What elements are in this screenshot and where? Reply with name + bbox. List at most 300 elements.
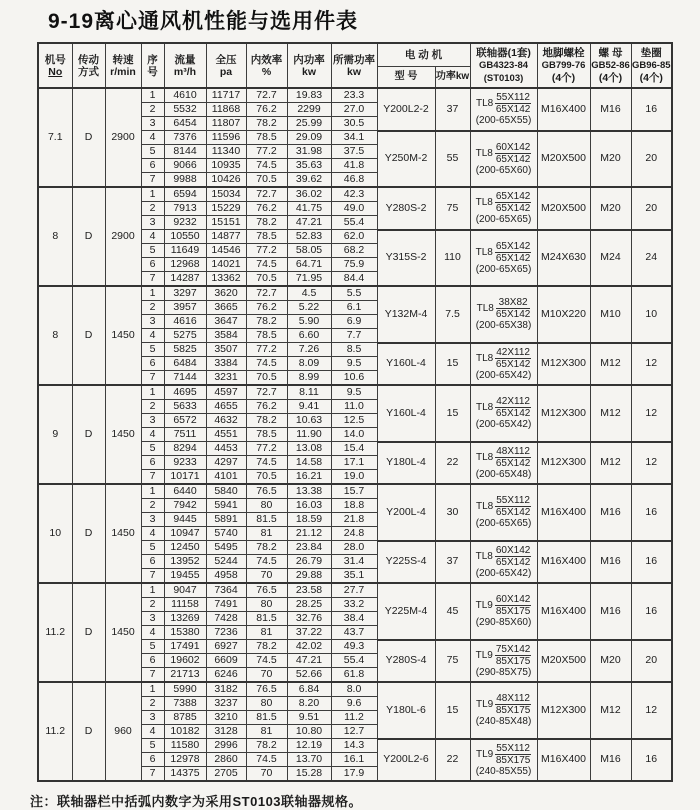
coupling-fraction-bottom: 65X142 xyxy=(495,556,531,568)
coupling-type: TL8 xyxy=(476,303,494,315)
coupling-cell xyxy=(470,88,537,131)
required-power-cell: 17.1 xyxy=(331,456,377,470)
flow-cell: 12978 xyxy=(164,753,206,767)
coupling-fraction-bottom: 65X142 xyxy=(495,309,531,321)
flow-cell: 5633 xyxy=(164,400,206,414)
inner-power-cell: 58.05 xyxy=(287,244,331,258)
inner-power-cell: 41.75 xyxy=(287,202,331,216)
fan-performance-table xyxy=(37,42,673,782)
inner-power-cell: 9.41 xyxy=(287,400,331,414)
col-header-coupling xyxy=(470,43,537,88)
coupling-st0103-size: (200-65X65) xyxy=(475,214,532,226)
motor-model-cell: Y160L-4 xyxy=(377,385,435,442)
washer-cell: 20 xyxy=(631,187,672,230)
header-line: 联轴器(1套) xyxy=(476,46,531,59)
flow-cell: 6484 xyxy=(164,357,206,371)
flow-cell: 14287 xyxy=(164,272,206,287)
flow-cell: 19602 xyxy=(164,654,206,668)
pressure-cell: 3665 xyxy=(206,301,246,315)
required-power-cell: 61.8 xyxy=(331,668,377,683)
motor-power-cell: 37 xyxy=(435,541,470,584)
seq-cell: 5 xyxy=(141,640,164,654)
inner-power-cell: 19.83 xyxy=(287,88,331,103)
inner-power-cell: 47.21 xyxy=(287,654,331,668)
inner-power-cell: 8.99 xyxy=(287,371,331,386)
seq-cell: 2 xyxy=(141,598,164,612)
coupling-spec xyxy=(471,396,537,419)
coupling-cell xyxy=(470,484,537,541)
anchor-bolt-cell: M16X400 xyxy=(537,88,590,131)
pressure-cell: 4101 xyxy=(206,470,246,485)
pressure-cell: 15151 xyxy=(206,216,246,230)
anchor-bolt-cell: M20X500 xyxy=(537,187,590,230)
coupling-fraction-bottom: 65X142 xyxy=(495,203,531,215)
seq-cell: 3 xyxy=(141,117,164,131)
table-body xyxy=(38,88,672,781)
required-power-cell: 9.5 xyxy=(331,385,377,400)
table-header xyxy=(38,43,672,88)
seq-cell: 1 xyxy=(141,484,164,499)
pressure-cell: 3620 xyxy=(206,286,246,301)
pressure-cell: 2705 xyxy=(206,767,246,782)
efficiency-cell: 72.7 xyxy=(246,385,287,400)
seq-cell: 3 xyxy=(141,513,164,527)
flow-cell: 4695 xyxy=(164,385,206,400)
coupling-spec xyxy=(471,142,537,165)
coupling-fraction-top: 38X82 xyxy=(496,297,530,309)
coupling-type: TL8 xyxy=(476,501,494,513)
flow-cell: 9066 xyxy=(164,159,206,173)
inner-power-cell: 8.20 xyxy=(287,697,331,711)
inner-power-cell: 6.84 xyxy=(287,682,331,697)
pressure-cell: 3182 xyxy=(206,682,246,697)
machine-no-cell: 9 xyxy=(38,385,72,484)
inner-power-cell: 10.80 xyxy=(287,725,331,739)
required-power-cell: 35.1 xyxy=(331,569,377,584)
flow-cell: 11158 xyxy=(164,598,206,612)
col-header-flow xyxy=(164,43,206,88)
inner-power-cell: 39.62 xyxy=(287,173,331,188)
pressure-cell: 5244 xyxy=(206,555,246,569)
coupling-st0103-size: (290-85X60) xyxy=(475,617,532,629)
anchor-bolt-cell: M20X500 xyxy=(537,131,590,188)
efficiency-cell: 70 xyxy=(246,668,287,683)
coupling-fraction-top: 55X112 xyxy=(496,92,530,104)
coupling-fraction xyxy=(495,446,531,469)
header-line: kw xyxy=(301,65,316,78)
coupling-spec xyxy=(471,347,537,370)
pressure-cell: 2996 xyxy=(206,739,246,753)
coupling-fraction-bottom: 65X142 xyxy=(495,408,531,420)
inner-power-cell: 11.90 xyxy=(287,428,331,442)
pressure-cell: 5891 xyxy=(206,513,246,527)
required-power-cell: 5.5 xyxy=(331,286,377,301)
required-power-cell: 68.2 xyxy=(331,244,377,258)
pressure-cell: 4655 xyxy=(206,400,246,414)
flow-cell: 8144 xyxy=(164,145,206,159)
pressure-cell: 4597 xyxy=(206,385,246,400)
flow-cell: 10947 xyxy=(164,527,206,541)
seq-cell: 2 xyxy=(141,400,164,414)
coupling-fraction-bottom: 65X142 xyxy=(495,104,531,116)
coupling-cell xyxy=(470,131,537,188)
nut-cell: M12 xyxy=(590,442,631,485)
pressure-cell: 11340 xyxy=(206,145,246,159)
flow-cell: 4610 xyxy=(164,88,206,103)
machine-no-cell: 11.2 xyxy=(38,682,72,781)
efficiency-cell: 74.5 xyxy=(246,456,287,470)
coupling-cell xyxy=(470,230,537,287)
coupling-spec xyxy=(471,545,537,568)
efficiency-cell: 76.2 xyxy=(246,400,287,414)
coupling-cell xyxy=(470,385,537,442)
required-power-cell: 37.5 xyxy=(331,145,377,159)
col-header-machine-no xyxy=(38,43,72,88)
nut-cell: M20 xyxy=(590,187,631,230)
coupling-st0103-size: (200-65X42) xyxy=(475,419,532,431)
motor-model-cell: Y200L-4 xyxy=(377,484,435,541)
pressure-cell: 3231 xyxy=(206,371,246,386)
efficiency-cell: 70 xyxy=(246,767,287,782)
inner-power-cell: 29.09 xyxy=(287,131,331,145)
speed-cell: 2900 xyxy=(105,88,141,187)
motor-model-cell: Y180L-6 xyxy=(377,682,435,739)
efficiency-cell: 72.7 xyxy=(246,88,287,103)
coupling-st0103-size: (200-65X48) xyxy=(475,468,532,480)
inner-power-cell: 71.95 xyxy=(287,272,331,287)
motor-model-cell: Y225M-4 xyxy=(377,583,435,640)
flow-cell: 7511 xyxy=(164,428,206,442)
efficiency-cell: 78.2 xyxy=(246,315,287,329)
flow-cell: 5532 xyxy=(164,103,206,117)
pressure-cell: 6609 xyxy=(206,654,246,668)
efficiency-cell: 72.7 xyxy=(246,286,287,301)
required-power-cell: 27.0 xyxy=(331,103,377,117)
efficiency-cell: 78.2 xyxy=(246,640,287,654)
coupling-spec xyxy=(471,693,537,716)
seq-cell: 6 xyxy=(141,753,164,767)
coupling-st0103-size: (200-65X38) xyxy=(475,320,532,332)
header-line: 垫圈 xyxy=(640,47,662,59)
pressure-cell: 3210 xyxy=(206,711,246,725)
motor-power-cell: 22 xyxy=(435,442,470,485)
motor-power-cell: 22 xyxy=(435,739,470,782)
seq-cell: 4 xyxy=(141,725,164,739)
speed-cell: 1450 xyxy=(105,484,141,583)
col-header-inner-power xyxy=(287,43,331,88)
flow-cell: 3297 xyxy=(164,286,206,301)
coupling-type: TL8 xyxy=(476,402,494,414)
seq-cell: 7 xyxy=(141,767,164,782)
header-line: (4个) xyxy=(639,72,663,84)
coupling-type: TL9 xyxy=(475,649,493,661)
pressure-cell: 11596 xyxy=(206,131,246,145)
seq-cell: 6 xyxy=(141,357,164,371)
col-header-anchor-bolt xyxy=(537,43,590,88)
col-header-efficiency xyxy=(246,43,287,88)
coupling-cell xyxy=(470,739,537,782)
pressure-cell: 3647 xyxy=(206,315,246,329)
pressure-cell: 15034 xyxy=(206,187,246,202)
motor-power-cell: 37 xyxy=(435,88,470,131)
pressure-cell: 14546 xyxy=(206,244,246,258)
flow-cell: 21713 xyxy=(164,668,206,683)
machine-no-cell: 8 xyxy=(38,187,72,286)
coupling-fraction xyxy=(495,545,531,568)
flow-cell: 7376 xyxy=(164,131,206,145)
col-header-required-power xyxy=(331,43,377,88)
header-line: 序 xyxy=(147,53,158,66)
header-line: 流量 xyxy=(174,53,196,66)
inner-power-cell: 13.08 xyxy=(287,442,331,456)
motor-power-cell: 55 xyxy=(435,131,470,188)
inner-power-cell: 4.5 xyxy=(287,286,331,301)
coupling-spec xyxy=(471,297,537,320)
motor-model-cell: Y132M-4 xyxy=(377,286,435,343)
coupling-fraction xyxy=(495,241,531,264)
efficiency-cell: 77.2 xyxy=(246,343,287,357)
efficiency-cell: 76.5 xyxy=(246,484,287,499)
flow-cell: 5990 xyxy=(164,682,206,697)
col-header-motor-power: 功率kw xyxy=(435,67,470,89)
coupling-fraction-top: 55X112 xyxy=(496,495,530,507)
inner-power-cell: 2299 xyxy=(287,103,331,117)
coupling-fraction xyxy=(495,347,531,370)
inner-power-cell: 16.03 xyxy=(287,499,331,513)
required-power-cell: 12.5 xyxy=(331,414,377,428)
header-line: % xyxy=(261,65,272,78)
required-power-cell: 41.8 xyxy=(331,159,377,173)
header-line: 内功率 xyxy=(293,53,325,66)
inner-power-cell: 29.88 xyxy=(287,569,331,584)
required-power-cell: 43.7 xyxy=(331,626,377,640)
col-header-nut xyxy=(590,43,631,88)
flow-cell: 3957 xyxy=(164,301,206,315)
table-row xyxy=(38,583,672,598)
required-power-cell: 14.3 xyxy=(331,739,377,753)
washer-cell: 16 xyxy=(631,739,672,782)
required-power-cell: 14.0 xyxy=(331,428,377,442)
header-line: 内效率 xyxy=(250,53,283,66)
coupling-fraction-bottom: 65X142 xyxy=(495,252,531,264)
inner-power-cell: 8.09 xyxy=(287,357,331,371)
motor-power-cell: 110 xyxy=(435,230,470,287)
efficiency-cell: 78.5 xyxy=(246,230,287,244)
seq-cell: 1 xyxy=(141,682,164,697)
header-line: 传动 xyxy=(78,53,99,66)
coupling-fraction-top: 42X112 xyxy=(496,346,530,358)
inner-power-cell: 13.38 xyxy=(287,484,331,499)
washer-cell: 10 xyxy=(631,286,672,343)
flow-cell: 8294 xyxy=(164,442,206,456)
flow-cell: 12968 xyxy=(164,258,206,272)
efficiency-cell: 80 xyxy=(246,499,287,513)
coupling-spec xyxy=(471,743,537,766)
seq-cell: 1 xyxy=(141,187,164,202)
coupling-fraction xyxy=(495,743,531,766)
efficiency-cell: 74.5 xyxy=(246,159,287,173)
pressure-cell: 10935 xyxy=(206,159,246,173)
efficiency-cell: 70.5 xyxy=(246,470,287,485)
pressure-cell: 11868 xyxy=(206,103,246,117)
speed-cell: 960 xyxy=(105,682,141,781)
motor-power-cell: 30 xyxy=(435,484,470,541)
machine-no-cell: 11.2 xyxy=(38,583,72,682)
coupling-cell xyxy=(470,682,537,739)
coupling-fraction xyxy=(495,495,531,518)
nut-cell: M12 xyxy=(590,385,631,442)
motor-model-cell: Y200L2-6 xyxy=(377,739,435,782)
flow-cell: 9988 xyxy=(164,173,206,188)
motor-power-cell: 15 xyxy=(435,682,470,739)
required-power-cell: 42.3 xyxy=(331,187,377,202)
coupling-type: TL8 xyxy=(476,451,494,463)
inner-power-cell: 64.71 xyxy=(287,258,331,272)
required-power-cell: 21.8 xyxy=(331,513,377,527)
required-power-cell: 30.5 xyxy=(331,117,377,131)
motor-power-cell: 45 xyxy=(435,583,470,640)
required-power-cell: 23.3 xyxy=(331,88,377,103)
coupling-st0103-size: (200-65X55) xyxy=(475,115,532,127)
required-power-cell: 75.9 xyxy=(331,258,377,272)
required-power-cell: 15.7 xyxy=(331,484,377,499)
coupling-spec xyxy=(471,446,537,469)
nut-cell: M20 xyxy=(590,131,631,188)
seq-cell: 7 xyxy=(141,371,164,386)
header-line: (ST0103) xyxy=(483,72,524,84)
seq-cell: 1 xyxy=(141,385,164,400)
required-power-cell: 62.0 xyxy=(331,230,377,244)
pressure-cell: 6246 xyxy=(206,668,246,683)
motor-model-cell: Y280S-2 xyxy=(377,187,435,230)
pressure-cell: 4297 xyxy=(206,456,246,470)
coupling-spec xyxy=(471,594,537,617)
drive-cell: D xyxy=(72,286,105,385)
coupling-fraction-top: 60X142 xyxy=(495,141,531,153)
header-line: 所需功率 xyxy=(333,53,375,66)
required-power-cell: 7.7 xyxy=(331,329,377,343)
motor-power-cell: 7.5 xyxy=(435,286,470,343)
header-line: GB4323-84 xyxy=(478,59,529,71)
pressure-cell: 7236 xyxy=(206,626,246,640)
seq-cell: 6 xyxy=(141,654,164,668)
seq-cell: 1 xyxy=(141,88,164,103)
efficiency-cell: 78.5 xyxy=(246,428,287,442)
pressure-cell: 2860 xyxy=(206,753,246,767)
coupling-fraction xyxy=(496,297,530,320)
required-power-cell: 9.5 xyxy=(331,357,377,371)
required-power-cell: 17.9 xyxy=(331,767,377,782)
seq-cell: 1 xyxy=(141,286,164,301)
drive-cell: D xyxy=(72,484,105,583)
required-power-cell: 38.4 xyxy=(331,612,377,626)
header-line: 转速 xyxy=(112,53,134,66)
inner-power-cell: 23.84 xyxy=(287,541,331,555)
efficiency-cell: 76.2 xyxy=(246,301,287,315)
anchor-bolt-cell: M16X400 xyxy=(537,541,590,584)
coupling-type: TL9 xyxy=(476,699,494,711)
coupling-spec xyxy=(471,495,537,518)
anchor-bolt-cell: M16X400 xyxy=(537,583,590,640)
coupling-st0103-size: (200-65X65) xyxy=(475,518,532,530)
seq-cell: 4 xyxy=(141,428,164,442)
efficiency-cell: 76.2 xyxy=(246,202,287,216)
flow-cell: 14375 xyxy=(164,767,206,782)
seq-cell: 2 xyxy=(141,697,164,711)
seq-cell: 5 xyxy=(141,145,164,159)
coupling-fraction-top: 75X142 xyxy=(495,643,531,655)
flow-cell: 11649 xyxy=(164,244,206,258)
coupling-fraction-top: 55X112 xyxy=(496,742,530,754)
motor-power-cell: 75 xyxy=(435,187,470,230)
drive-cell: D xyxy=(72,88,105,187)
nut-cell: M20 xyxy=(590,640,631,683)
inner-power-cell: 31.98 xyxy=(287,145,331,159)
nut-cell: M24 xyxy=(590,230,631,287)
washer-cell: 16 xyxy=(631,88,672,131)
coupling-st0103-size: (200-65X42) xyxy=(475,567,532,579)
efficiency-cell: 81.5 xyxy=(246,513,287,527)
inner-power-cell: 13.70 xyxy=(287,753,331,767)
required-power-cell: 28.0 xyxy=(331,541,377,555)
drive-cell: D xyxy=(72,583,105,682)
coupling-fraction xyxy=(495,594,531,617)
anchor-bolt-cell: M20X500 xyxy=(537,640,590,683)
nut-cell: M12 xyxy=(590,682,631,739)
coupling-type: TL9 xyxy=(475,600,493,612)
efficiency-cell: 74.5 xyxy=(246,654,287,668)
efficiency-cell: 78.5 xyxy=(246,131,287,145)
coupling-st0103-size: (290-85X75) xyxy=(475,666,532,678)
speed-cell: 1450 xyxy=(105,385,141,484)
required-power-cell: 24.8 xyxy=(331,527,377,541)
header-line: m³/h xyxy=(173,65,197,78)
washer-cell: 20 xyxy=(631,640,672,683)
pressure-cell: 3584 xyxy=(206,329,246,343)
inner-power-cell: 28.25 xyxy=(287,598,331,612)
efficiency-cell: 74.5 xyxy=(246,753,287,767)
coupling-type: TL8 xyxy=(475,550,493,562)
flow-cell: 8785 xyxy=(164,711,206,725)
flow-cell: 17491 xyxy=(164,640,206,654)
required-power-cell: 55.4 xyxy=(331,654,377,668)
flow-cell: 7144 xyxy=(164,371,206,386)
nut-cell: M16 xyxy=(590,484,631,541)
efficiency-cell: 74.5 xyxy=(246,555,287,569)
efficiency-cell: 77.2 xyxy=(246,244,287,258)
anchor-bolt-cell: M24X630 xyxy=(537,230,590,287)
required-power-cell: 11.2 xyxy=(331,711,377,725)
motor-power-cell: 15 xyxy=(435,385,470,442)
inner-power-cell: 7.26 xyxy=(287,343,331,357)
required-power-cell: 19.0 xyxy=(331,470,377,485)
flow-cell: 19455 xyxy=(164,569,206,584)
coupling-spec xyxy=(471,241,537,264)
efficiency-cell: 80 xyxy=(246,598,287,612)
required-power-cell: 34.1 xyxy=(331,131,377,145)
anchor-bolt-cell: M12X300 xyxy=(537,682,590,739)
inner-power-cell: 5.90 xyxy=(287,315,331,329)
flow-cell: 11580 xyxy=(164,739,206,753)
efficiency-cell: 78.2 xyxy=(246,541,287,555)
efficiency-cell: 72.7 xyxy=(246,187,287,202)
footnote: 注：联轴器栏中括弧内数字为采用ST0103联轴器规格。 xyxy=(30,794,363,809)
coupling-fraction xyxy=(495,396,531,419)
col-header-motor-model: 型 号 xyxy=(377,67,435,89)
seq-cell: 3 xyxy=(141,315,164,329)
coupling-fraction xyxy=(495,191,531,214)
washer-cell: 16 xyxy=(631,583,672,640)
